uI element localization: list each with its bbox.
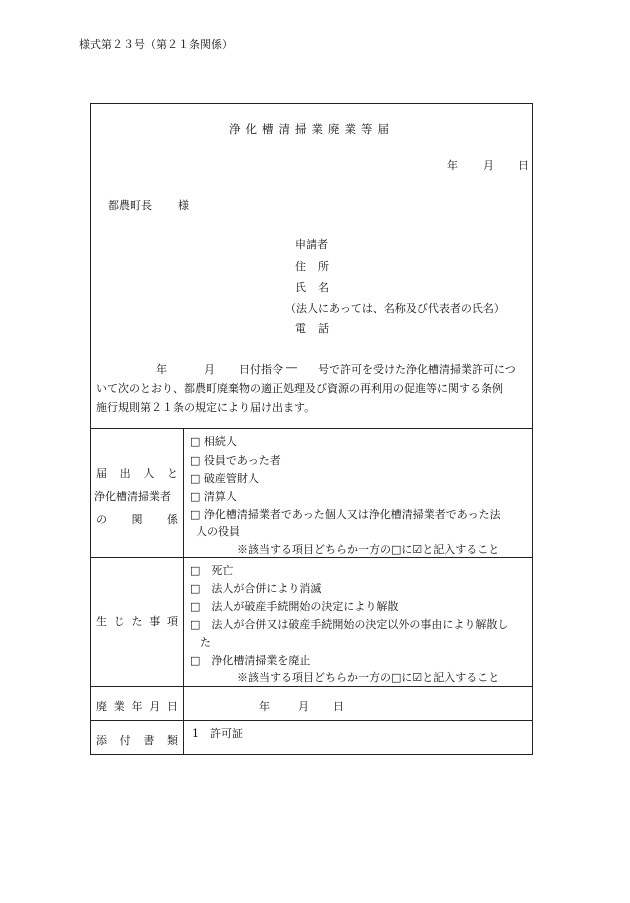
relation-option-former-officer[interactable]: □ 役員であった者 xyxy=(190,454,281,467)
event-option-death[interactable]: □ 死亡 xyxy=(190,564,234,577)
event-option-other-dissolution[interactable]: □ 法人が合併又は破産手続開始の決定以外の事由により解散し xyxy=(190,618,509,631)
date-year-label: 年 xyxy=(447,159,458,172)
corporation-note: （法人にあっては、名称及び代表者の氏名） xyxy=(285,302,505,315)
attachment-item-permit: 1 許可証 xyxy=(192,727,243,740)
closure-date-month[interactable]: 月 xyxy=(298,700,309,713)
attachments-label-char: 添 xyxy=(96,734,107,747)
divider-closure xyxy=(90,720,533,721)
addressee-honorific: 様 xyxy=(178,199,189,212)
statement-year: 年 xyxy=(156,363,167,376)
relation-option-bankruptcy-trustee[interactable]: □ 破産管財人 xyxy=(190,472,259,485)
closure-date-day[interactable]: 日 xyxy=(333,700,344,713)
closure-date-year[interactable]: 年 xyxy=(259,700,270,713)
closure-date-label xyxy=(96,698,178,714)
phone-label-1: 電 xyxy=(295,322,306,335)
relation-label-char: 届 xyxy=(96,467,107,480)
event-option-bankruptcy[interactable]: □ 法人が破産手続開始の決定により解散 xyxy=(190,600,399,613)
divider-event xyxy=(90,686,533,687)
closure-label-char: 業 xyxy=(113,700,125,713)
attachments-label-char: 書 xyxy=(143,734,155,747)
relation-label-line3 xyxy=(96,511,178,527)
table-column-divider xyxy=(183,428,184,755)
closure-label-char: 年 xyxy=(131,700,143,713)
attachments-label-char: 類 xyxy=(166,734,178,747)
relation-label-char: の xyxy=(96,513,107,526)
date-month-label: 月 xyxy=(483,159,494,172)
name-label-1: 氏 xyxy=(295,281,306,294)
relation-label-line1 xyxy=(96,465,178,481)
form-frame xyxy=(90,103,533,755)
event-label-char: じ xyxy=(113,615,125,628)
closure-label-char: 日 xyxy=(167,700,178,713)
applicant-label: 申請者 xyxy=(295,238,328,251)
relation-option-former-operator-cont: 人の役員 xyxy=(196,525,240,538)
statement-dash: ― xyxy=(286,361,297,374)
addressee-name: 都農町長 xyxy=(108,199,152,212)
event-label xyxy=(96,613,178,629)
event-note: ※該当する項目どちらか一方の□に☑と記入すること xyxy=(237,671,500,684)
name-label-2: 名 xyxy=(318,281,329,294)
event-option-business-closure[interactable]: □ 浄化槽清掃業を廃止 xyxy=(190,654,311,667)
relation-option-former-operator[interactable]: □ 浄化槽清掃業者であった個人又は浄化槽清掃業者であった法 xyxy=(190,508,501,521)
event-label-char: 事 xyxy=(149,615,161,628)
relation-option-liquidator[interactable]: □ 清算人 xyxy=(190,490,237,503)
relation-note: ※該当する項目どちらか一方の□に☑と記入すること xyxy=(237,543,500,556)
event-label-char: 生 xyxy=(96,615,107,628)
relation-label-char: 関 xyxy=(131,513,143,526)
address-label-1: 住 xyxy=(295,260,306,273)
date-day-label: 日 xyxy=(518,159,529,172)
event-label-char: 項 xyxy=(167,615,178,628)
statement-line2: いて次のとおり、都農町廃棄物の適正処理及び資源の再利用の促進等に関する条例 xyxy=(96,382,503,395)
divider-relation xyxy=(90,557,533,558)
relation-label-char: 係 xyxy=(167,513,178,526)
form-number: 様式第２３号（第２１条関係） xyxy=(79,38,233,51)
phone-label-2: 話 xyxy=(318,322,329,335)
relation-label-char: 人 xyxy=(143,467,155,480)
closure-label-char: 月 xyxy=(149,700,161,713)
relation-option-heir[interactable]: □ 相続人 xyxy=(190,435,237,448)
attachments-label-char: 付 xyxy=(119,734,131,747)
attachments-label xyxy=(96,732,178,748)
relation-label-char: と xyxy=(166,467,178,480)
relation-label-char: 出 xyxy=(119,467,131,480)
form-title: 浄化槽清掃業廃業等届 xyxy=(229,122,394,136)
statement-month: 月 xyxy=(204,363,215,376)
divider-statement xyxy=(90,428,533,429)
event-label-char: た xyxy=(131,615,143,628)
statement-line1-rest: 号で許可を受けた浄化槽清掃業許可につ xyxy=(318,363,516,376)
event-option-other-dissolution-cont: た xyxy=(200,636,211,649)
statement-day-prefix: 日付指令 xyxy=(239,363,283,376)
address-label-2: 所 xyxy=(318,260,329,273)
statement-line3: 施行規則第２１条の規定により届け出ます。 xyxy=(96,401,316,414)
closure-label-char: 廃 xyxy=(96,700,107,713)
relation-label-line2: 浄化槽清掃業者 xyxy=(94,490,171,503)
event-option-merger[interactable]: □ 法人が合併により消滅 xyxy=(190,582,322,595)
